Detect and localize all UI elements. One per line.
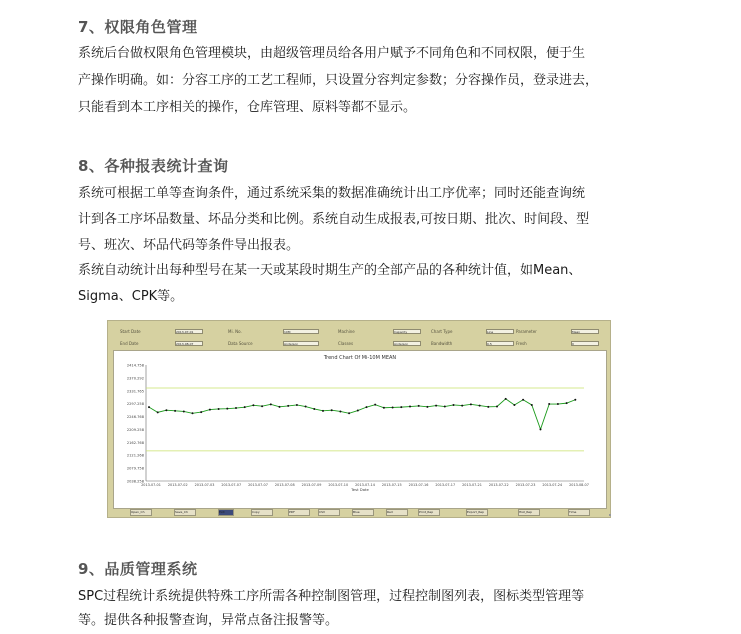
x-tick-label: 2013-07-16 bbox=[408, 483, 429, 487]
x-tick-label: 2013-07-03 bbox=[194, 483, 215, 487]
data-point bbox=[574, 399, 576, 401]
y-tick-label: 2038.258 bbox=[126, 479, 144, 484]
y-tick-label: 2079.758 bbox=[126, 466, 144, 471]
data-point bbox=[287, 405, 289, 407]
form-label: Chart Type bbox=[431, 329, 453, 334]
trend-chart bbox=[114, 351, 606, 508]
data-point bbox=[566, 402, 568, 404]
data-point bbox=[339, 410, 341, 412]
data-point bbox=[531, 404, 533, 406]
toolbar-button[interactable]: PDF bbox=[288, 509, 310, 516]
data-point bbox=[374, 404, 376, 406]
paragraph-line: 只能看到本工序相关的操作，仓库管理、原料等都不显示。 bbox=[78, 100, 417, 115]
data-point bbox=[270, 403, 272, 405]
spc-software-screenshot bbox=[107, 320, 611, 518]
x-tick-label: 2013-07-09 bbox=[301, 483, 322, 487]
y-tick-label: 2121.268 bbox=[126, 453, 144, 458]
y-tick-label: 2162.768 bbox=[126, 440, 144, 445]
button-bar bbox=[108, 508, 610, 518]
toolbar-button[interactable]: CSV bbox=[318, 509, 340, 516]
data-point bbox=[479, 405, 481, 407]
x-tick-label: 2013-07-08 bbox=[274, 483, 295, 487]
toolbar-button[interactable]: Hist_Rep bbox=[518, 509, 540, 516]
x-tick-label: 2013-07-10 bbox=[328, 483, 349, 487]
data-point bbox=[218, 408, 220, 410]
data-point bbox=[157, 411, 159, 413]
x-tick-label: 2013-08-07 bbox=[569, 483, 589, 487]
data-point bbox=[192, 412, 194, 414]
x-tick-label: 2013-07-24 bbox=[542, 483, 563, 487]
form-select[interactable]: Line bbox=[486, 329, 514, 334]
form-label: Machine bbox=[338, 329, 355, 334]
data-point bbox=[235, 407, 237, 409]
data-point bbox=[409, 406, 411, 408]
form-select[interactable]: Mean bbox=[571, 329, 599, 334]
chart-title: Trend Chart Of Mi-10M MEAN bbox=[323, 355, 397, 361]
section-heading-8: 8、各种报表统计查询 bbox=[78, 157, 229, 175]
data-point bbox=[453, 404, 455, 406]
data-point bbox=[418, 405, 420, 407]
x-tick-label: 2013-07-14 bbox=[355, 483, 375, 487]
data-point bbox=[548, 403, 550, 405]
data-point bbox=[331, 409, 333, 411]
paragraph-line: 系统可根据工单等查询条件，通过系统采集的数据准确统计出工序优率；同时还能查询统 bbox=[78, 186, 586, 201]
data-point bbox=[383, 407, 385, 409]
data-point bbox=[322, 410, 324, 412]
toolbar-button[interactable]: Blue bbox=[352, 509, 374, 516]
form-label: Parameter bbox=[516, 329, 537, 334]
form-label: Classes bbox=[338, 341, 354, 346]
y-tick-label: 2297.258 bbox=[126, 402, 144, 407]
section-heading-9: 9、品质管理系统 bbox=[78, 560, 198, 578]
data-point bbox=[183, 410, 185, 412]
data-point bbox=[165, 409, 167, 411]
form-select[interactable]: 0.5 bbox=[486, 341, 514, 346]
y-tick-label: 2331.765 bbox=[126, 389, 144, 394]
data-point bbox=[426, 406, 428, 408]
toolbar-button[interactable]: Time bbox=[568, 509, 590, 516]
data-point bbox=[444, 406, 446, 408]
form-select[interactable]: Anderson bbox=[283, 341, 319, 346]
data-point bbox=[209, 409, 211, 411]
x-tick-label: 2013-07-23 bbox=[515, 483, 536, 487]
series-line bbox=[149, 399, 575, 430]
paragraph-line: 等。提供各种报警查询，异常点备注报警等。 bbox=[78, 613, 339, 628]
x-tick-label: 2013-07-01 bbox=[141, 483, 161, 487]
data-point bbox=[513, 404, 515, 406]
paragraph-line: 计到各工序坏品数量、坏品分类和比例。系统自动生成报表,可按日期、批次、时间段、型 bbox=[78, 212, 590, 227]
toolbar-button[interactable]: Export_Rep bbox=[466, 509, 488, 516]
form-select[interactable]: Anderson bbox=[393, 341, 421, 346]
x-tick-label: 2013-07-22 bbox=[488, 483, 509, 487]
data-point bbox=[279, 406, 281, 408]
data-point bbox=[252, 404, 254, 406]
paragraph-line: 号、班次、坏品代码等条件导出报表。 bbox=[78, 238, 300, 253]
data-point bbox=[522, 399, 524, 401]
data-point bbox=[174, 410, 176, 412]
data-point bbox=[505, 398, 507, 400]
x-tick-label: 2013-07-17 bbox=[435, 483, 456, 487]
data-point bbox=[435, 405, 437, 407]
form-select[interactable]: 2013-07-01 bbox=[175, 329, 203, 334]
data-point bbox=[226, 408, 228, 410]
form-select[interactable]: 2013-08-07 bbox=[175, 341, 203, 346]
form-select[interactable]: 0 bbox=[571, 341, 599, 346]
data-point bbox=[244, 406, 246, 408]
paragraph-line: 系统后台做权限角色管理模块，由超级管理员给各用户赋予不同角色和不同权限，便于生 bbox=[78, 46, 586, 61]
paragraph-line: SPC过程统计系统提供特殊工序所需各种控制图管理，过程控制图列表，图标类型管理等 bbox=[78, 589, 585, 604]
data-point bbox=[261, 405, 263, 407]
x-axis-label: Test Date bbox=[351, 487, 369, 492]
x-tick-label: 2013-07-02 bbox=[167, 483, 188, 487]
corner-mark bbox=[609, 514, 611, 516]
data-point bbox=[148, 406, 150, 408]
data-point bbox=[200, 411, 202, 413]
form-label: Fresh bbox=[516, 341, 527, 346]
data-point bbox=[313, 408, 315, 410]
paragraph-line: Sigma、CPK等。 bbox=[78, 289, 184, 304]
form-label: Mi. No. bbox=[228, 329, 242, 334]
paragraph-line: 系统自动统计出每种型号在某一天或某段时期生产的全部产品的各种统计值，如Mean、 bbox=[78, 263, 582, 278]
y-tick-label: 2246.768 bbox=[126, 415, 144, 420]
query-form bbox=[108, 321, 610, 349]
form-select[interactable]: Capacity bbox=[393, 329, 421, 334]
y-tick-label: 2370.292 bbox=[126, 376, 144, 381]
y-tick-label: 2414.758 bbox=[126, 363, 144, 368]
toolbar-button[interactable]: Copy bbox=[251, 509, 273, 516]
data-point bbox=[557, 403, 559, 405]
form-label: Start Date bbox=[120, 329, 141, 334]
form-label: Data Source bbox=[228, 341, 253, 346]
x-tick-label: 2013-07-15 bbox=[381, 483, 402, 487]
x-tick-label: 2013-07-07 bbox=[248, 483, 268, 487]
data-point bbox=[470, 403, 472, 405]
data-point bbox=[540, 428, 542, 430]
form-label: End Date bbox=[120, 341, 139, 346]
data-point bbox=[357, 410, 359, 412]
data-point bbox=[487, 406, 489, 408]
data-point bbox=[366, 406, 368, 408]
paragraph-line: 产操作明确。如：分容工序的工艺工程师，只设置分容判定参数；分容操作员，登录进去， bbox=[78, 73, 599, 88]
data-point bbox=[305, 406, 307, 408]
data-point bbox=[496, 406, 498, 408]
toolbar-button[interactable]: Open_Ch bbox=[130, 509, 152, 516]
form-select[interactable]: 10M bbox=[283, 329, 319, 334]
toolbar-button[interactable]: Save_Ch bbox=[174, 509, 196, 516]
data-point bbox=[461, 405, 463, 407]
toolbar-button[interactable]: Print_Rep bbox=[418, 509, 440, 516]
x-tick-label: 2013-07-21 bbox=[462, 483, 482, 487]
data-point bbox=[392, 406, 394, 408]
data-point bbox=[400, 406, 402, 408]
form-label: Bandwidth bbox=[431, 341, 453, 346]
y-tick-label: 2209.258 bbox=[126, 427, 144, 432]
trend-chart-panel bbox=[113, 350, 607, 509]
toolbar-button[interactable]: Red bbox=[386, 509, 408, 516]
x-tick-label: 2013-07-07 bbox=[221, 483, 242, 487]
data-point bbox=[296, 404, 298, 406]
data-point bbox=[348, 412, 350, 414]
section-heading-7: 7、权限角色管理 bbox=[78, 18, 198, 36]
toolbar-button[interactable]: Exit bbox=[218, 509, 234, 516]
